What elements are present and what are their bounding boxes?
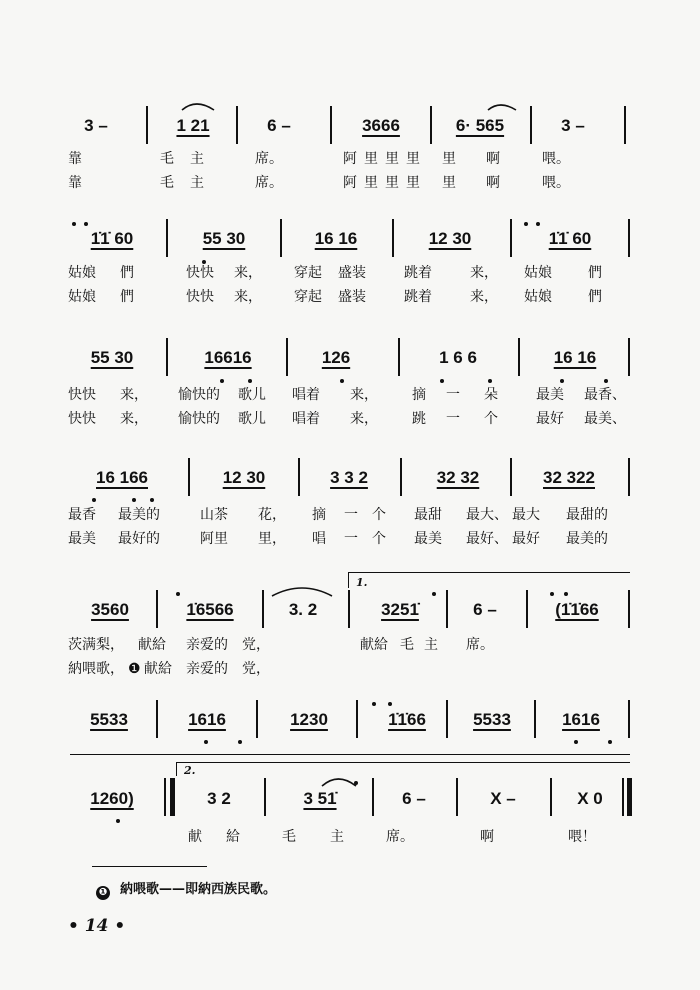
note-group: 6 – (267, 116, 291, 135)
system-4-notes (0, 464, 700, 492)
lyric-syllable: 最香 (68, 507, 96, 523)
note-group: 1260) (90, 789, 134, 808)
lyric-syllable: 个 (372, 507, 386, 523)
note-group: 1̇1̇ 60 (548, 229, 592, 248)
lyric-syllable: 摘 (312, 507, 326, 523)
system-2-lyrics-verse-1 (0, 262, 700, 284)
system-5-lyrics-verse-1 (0, 634, 700, 656)
lyric-syllable: 里 (406, 175, 420, 191)
lyric-syllable: 献給 (360, 637, 388, 653)
lyric-syllable: 来， (234, 289, 262, 305)
note-group: 1 6 6 (439, 348, 477, 367)
system-1-lyrics-verse-2 (0, 172, 700, 194)
lyric-syllable: 里 (385, 151, 399, 167)
lyric-syllable: 跳着 (404, 289, 432, 305)
low-octave-dot (116, 819, 120, 823)
lyric-syllable: 最美 (414, 531, 442, 547)
note-group: 1616 (562, 710, 600, 729)
barline (256, 700, 258, 738)
note-group: 1230 (290, 710, 328, 729)
lyric-syllable: 里 (364, 175, 378, 191)
slur (182, 104, 214, 110)
note-group: 3 3 2 (330, 468, 368, 487)
barline (628, 219, 630, 257)
note-group: 16 166 (96, 468, 148, 487)
lyric-syllable: 阿里 (200, 531, 228, 547)
second-ending-label: 2. (184, 764, 196, 777)
note-group: 1616 (188, 710, 226, 729)
note-group: 1̇1̇66 (388, 710, 426, 729)
lyric-syllable: 穿起 (294, 265, 322, 281)
barline (348, 590, 350, 628)
note-group: 16 16 (553, 348, 597, 367)
low-octave-dot (92, 498, 96, 502)
lyric-syllable: 朵 (484, 387, 498, 403)
barline (446, 590, 448, 628)
barline (236, 106, 238, 144)
barline (356, 700, 358, 738)
barline (628, 458, 630, 496)
lyric-syllable: 最好的 (118, 531, 160, 547)
lyric-syllable: 最美、 (584, 411, 626, 427)
lyric-syllable: 来， (470, 265, 498, 281)
barline (550, 778, 552, 816)
low-octave-dot (574, 740, 578, 744)
slur-tie-line (70, 754, 630, 755)
low-octave-dot (604, 379, 608, 383)
lyric-syllable: 献給 (144, 661, 172, 677)
page-number: • 14 • (68, 916, 126, 936)
slur-marks (182, 104, 516, 786)
footnote-text: 納喂歌——即納西族民歌。 (120, 882, 277, 897)
system-5-lyrics-verse-2 (0, 658, 700, 680)
note-group: X – (490, 789, 516, 808)
lyric-syllable: 盛装 (338, 265, 366, 281)
lyric-syllable: 来， (120, 387, 148, 403)
lyric-syllable: 快快 (68, 387, 96, 403)
lyric-syllable: 快快 (68, 411, 96, 427)
lyric-syllable: 姑娘 (524, 289, 552, 305)
system-3-lyrics-verse-2 (0, 408, 700, 430)
barline (264, 778, 266, 816)
lyric-syllable: 最大 (512, 507, 540, 523)
lyric-syllable: 姑娘 (524, 265, 552, 281)
note-group: 1̇1̇ 60 (90, 229, 134, 248)
footnote (96, 878, 276, 900)
note-group: 55 30 (202, 229, 246, 248)
lyric-syllable: 唱着 (292, 411, 320, 427)
lyric-syllable: 喂！ (568, 829, 596, 845)
lyric-syllable: 愉快的 (178, 411, 220, 427)
note-group: 3 51̇ (303, 789, 337, 808)
lyric-syllable: 摘 (412, 387, 426, 403)
lyric-syllable: 愉快的 (178, 387, 220, 403)
low-octave-dot (132, 498, 136, 502)
lyric-syllable: 阿 (343, 151, 357, 167)
note-group: (1̇1̇66 (555, 600, 599, 619)
note-group: X 0 (577, 789, 603, 808)
lyric-syllable: 亲爱的 (186, 661, 228, 677)
note-group: 16 16 (314, 229, 358, 248)
barline (446, 700, 448, 738)
lyric-syllable: 啊 (480, 829, 494, 845)
lyric-syllable: 党， (242, 661, 270, 677)
note-group: 12 30 (428, 229, 472, 248)
barline (526, 590, 528, 628)
system-3-lyrics-verse-1 (0, 384, 700, 406)
system-1-lyrics-verse-1 (0, 148, 700, 170)
low-octave-dot (238, 740, 242, 744)
lyric-syllable: 来， (350, 387, 378, 403)
note-group: 6· 565 (455, 116, 505, 135)
lyric-syllable: 啊 (486, 175, 500, 191)
barline (530, 106, 532, 144)
note-group: 5533 (473, 710, 511, 729)
lyric-syllable: 主 (190, 151, 204, 167)
lyric-syllable: 席。 (255, 175, 283, 191)
low-octave-dot (440, 379, 444, 383)
lyric-syllable: 最甜的 (566, 507, 608, 523)
barline (624, 106, 626, 144)
barline (156, 700, 158, 738)
note-group: 6 – (473, 600, 497, 619)
lyric-syllable: 歌儿 (238, 387, 266, 403)
barline (400, 458, 402, 496)
footnote-separator (92, 866, 207, 867)
lyric-syllable: 跳 (412, 411, 426, 427)
lyric-syllable: 里 (442, 151, 456, 167)
barline (628, 338, 630, 376)
system-3-notes (0, 344, 700, 372)
lyric-syllable: 来， (350, 411, 378, 427)
system-7-notes (0, 785, 700, 813)
lyric-syllable: 穿起 (294, 289, 322, 305)
barline (166, 219, 168, 257)
note-group: 3 – (84, 116, 108, 135)
barline (456, 778, 458, 816)
lyric-syllable: 喂。 (542, 175, 570, 191)
barline (330, 106, 332, 144)
lyric-syllable: 姑娘 (68, 265, 96, 281)
low-octave-dot (150, 498, 154, 502)
barline (398, 338, 400, 376)
lyric-syllable: 姑娘 (68, 289, 96, 305)
lyric-syllable: 亲爱的 (186, 637, 228, 653)
lyric-syllable: 盛装 (338, 289, 366, 305)
lyric-syllable: 一 (344, 507, 358, 523)
note-group: 3560 (91, 600, 129, 619)
lyric-syllable: 个 (372, 531, 386, 547)
lyric-syllable: 个 (484, 411, 498, 427)
volta-bracket-hook (176, 762, 177, 776)
system-2-notes (0, 225, 700, 253)
note-group: 126 (321, 348, 351, 367)
low-octave-dot (340, 379, 344, 383)
system-2-lyrics-verse-2 (0, 286, 700, 308)
barline (534, 700, 536, 738)
lyric-syllable: 里， (258, 531, 286, 547)
lyric-syllable: 党， (242, 637, 270, 653)
lyric-syllable: 主 (190, 175, 204, 191)
final-barline-thick (170, 778, 175, 816)
lyric-syllable: 主 (424, 637, 438, 653)
barline (518, 338, 520, 376)
lyric-syllable: 快快 (186, 289, 214, 305)
slur (272, 588, 332, 596)
lyric-syllable: 来， (120, 411, 148, 427)
barline (510, 219, 512, 257)
system-4-lyrics-verse-1 (0, 504, 700, 526)
lyric-syllable: 最美 (68, 531, 96, 547)
note-group: 32 32 (436, 468, 480, 487)
first-ending-label: 1. (356, 576, 368, 589)
low-octave-dot (248, 379, 252, 383)
lyric-syllable: 席。 (255, 151, 283, 167)
barline (280, 219, 282, 257)
system-4-lyrics-verse-2 (0, 528, 700, 550)
footnote-marker: ❶ (96, 886, 110, 900)
low-octave-dot (488, 379, 492, 383)
note-group: 3 – (561, 116, 585, 135)
lyric-syllable: 歌儿 (238, 411, 266, 427)
lyric-syllable: 来， (234, 265, 262, 281)
lyric-syllable: 靠 (68, 175, 82, 191)
low-octave-dot (204, 740, 208, 744)
lyric-syllable: 給 (226, 829, 240, 845)
lyric-syllable: 最好、 (466, 531, 508, 547)
lyric-syllable: 最好 (536, 411, 564, 427)
lyric-syllable: 們 (120, 265, 134, 281)
lyric-syllable: 們 (588, 289, 602, 305)
note-group: 55 30 (90, 348, 134, 367)
lyric-syllable: 里 (364, 151, 378, 167)
volta-bracket-line (176, 762, 630, 763)
lyric-syllable: 最美 (536, 387, 564, 403)
lyric-syllable: 靠 (68, 151, 82, 167)
barline (430, 106, 432, 144)
lyric-syllable: 毛 (160, 151, 174, 167)
lyric-syllable: 最大、 (466, 507, 508, 523)
lyric-syllable: 最香、 (584, 387, 626, 403)
lyric-syllable: 最好 (512, 531, 540, 547)
footnote-reference-mark: ❶ (128, 661, 141, 677)
system-6-notes (0, 706, 700, 734)
lyric-syllable: 毛 (282, 829, 296, 845)
barline (156, 590, 158, 628)
system-7-lyrics (0, 826, 700, 848)
lyric-syllable: 毛 (400, 637, 414, 653)
lyric-syllable: 最美的 (566, 531, 608, 547)
note-group: 3251̇ (381, 600, 419, 619)
barline (628, 590, 630, 628)
lyric-syllable: 們 (588, 265, 602, 281)
lyric-syllable: 納喂歌， (68, 661, 124, 677)
barline (628, 700, 630, 738)
system-5-notes (0, 596, 700, 624)
barline (166, 338, 168, 376)
lyric-syllable: 唱着 (292, 387, 320, 403)
note-group: 16616 (204, 348, 252, 367)
lyric-syllable: 山茶 (200, 507, 228, 523)
lyric-syllable: 最甜 (414, 507, 442, 523)
lyric-syllable: 喂。 (542, 151, 570, 167)
volta-bracket-line (348, 572, 630, 573)
lyric-syllable: 花， (258, 507, 286, 523)
lyric-syllable: 茨满梨， (68, 637, 124, 653)
note-group: 5533 (90, 710, 128, 729)
lyric-syllable: 一 (446, 411, 460, 427)
lyric-syllable: 毛 (160, 175, 174, 191)
lyric-syllable: 里 (406, 151, 420, 167)
note-group: 6 – (402, 789, 426, 808)
low-octave-dot (560, 379, 564, 383)
barline (622, 778, 624, 816)
note-group: 12 30 (222, 468, 266, 487)
lyric-syllable: 里 (385, 175, 399, 191)
barline (286, 338, 288, 376)
note-group: 1̇6566 (186, 600, 234, 619)
note-group: 3666 (362, 116, 400, 135)
barline (146, 106, 148, 144)
low-octave-dot (220, 379, 224, 383)
lyric-syllable: 席。 (466, 637, 494, 653)
lyric-syllable: 跳着 (404, 265, 432, 281)
lyric-syllable: 来， (470, 289, 498, 305)
barline (298, 458, 300, 496)
barline (188, 458, 190, 496)
barline (372, 778, 374, 816)
lyric-syllable: 唱 (312, 531, 326, 547)
note-group: 3. 2 (288, 600, 318, 619)
slur (488, 105, 516, 110)
lyric-syllable: 啊 (486, 151, 500, 167)
lyric-syllable: 快快 (186, 265, 214, 281)
barline (392, 219, 394, 257)
lyric-syllable: 席。 (386, 829, 414, 845)
barline (510, 458, 512, 496)
lyric-syllable: 最美的 (118, 507, 160, 523)
lyric-syllable: 献 (188, 829, 202, 845)
system-1-notes (0, 112, 700, 140)
lyric-syllable: 們 (120, 289, 134, 305)
volta-bracket-hook (348, 572, 349, 588)
low-octave-dot (608, 740, 612, 744)
lyric-syllable: 主 (330, 829, 344, 845)
lyric-syllable: 阿 (343, 175, 357, 191)
note-group: 32 322 (543, 468, 595, 487)
lyric-syllable: 一 (446, 387, 460, 403)
barline (262, 590, 264, 628)
lyric-syllable: 献給 (138, 637, 166, 653)
note-group: 3 2 (207, 789, 231, 808)
lyric-syllable: 一 (344, 531, 358, 547)
final-barline-thick (627, 778, 632, 816)
barline (164, 778, 166, 816)
note-group: 1 21 (176, 116, 210, 135)
lyric-syllable: 里 (442, 175, 456, 191)
